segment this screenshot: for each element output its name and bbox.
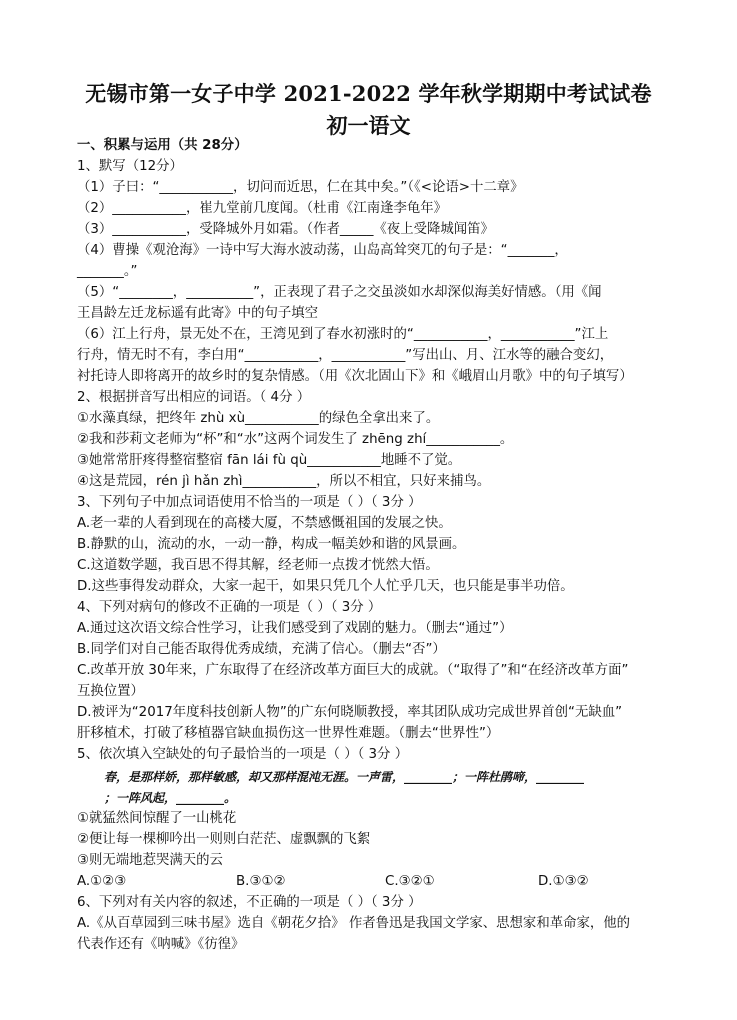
q5-passage-cont: ；一阵风起，________。: [104, 791, 237, 805]
q5-sentence-3: ③则无端地惹哭满天的云: [77, 853, 223, 868]
q4-option-c: C.改革开放 30年来，广东取得了在经济改革方面巨大的成就。（“取得了”和“在经济改革方面”: [77, 663, 629, 678]
q2-item-2: ②我和莎莉文老师为“杯”和“水”这两个词发生了 zhēng zhí___________。: [77, 432, 514, 447]
q5-option-c: C.③②①: [385, 874, 435, 889]
question-5-heading: 5、依次填入空缺处的句子最恰当的一项是（ ）（ 3分 ）: [77, 747, 409, 762]
q2-item-3: ③她常常肝疼得整宿整宿 fān lái fù qù___________地睡不了觉。: [77, 453, 462, 468]
q4-option-c-cont: 互换位置）: [77, 684, 144, 699]
q4-option-a: A.通过这次语文综合性学习，让我们感受到了戏剧的魅力。（删去“通过”）: [77, 621, 513, 636]
section-heading: 一、积累与运用（共 28分）: [77, 138, 248, 153]
q3-option-a: A.老一辈的人看到现在的高楼大厦，不禁感慨祖国的发展之快。: [77, 516, 452, 531]
q5-option-d: D.①③②: [538, 874, 589, 889]
question-3-heading: 3、下列句子中加点词语使用不恰当的一项是（ ）（ 3分 ）: [77, 495, 422, 510]
q1-item-5: （5）“________，__________”，正表现了君子之交虽淡如水却深似海美好情感。（用《闻: [77, 285, 602, 300]
q5-passage: 春，是那样娇，那样敏感，却又那样混沌无涯。一声雷，________；一阵杜鹃啼，________: [104, 770, 585, 784]
q2-item-4: ④这是荒园，rén jì hǎn zhì___________，所以不相宜，只好来捕鸟。: [77, 474, 491, 489]
q1-item-5-cont: 王昌龄左迁龙标遥有此寄》中的句子填空: [77, 306, 319, 321]
exam-subtitle: 初一语文: [326, 113, 411, 138]
q2-item-1: ①水藻真绿，把终年 zhù xù___________的绿色全拿出来了。: [77, 411, 440, 426]
question-6-heading: 6、下列对有关内容的叙述，不正确的一项是（ ）（ 3分 ）: [77, 895, 422, 910]
q3-option-c: C.这道数学题，我百思不得其解，经老师一点拨才恍然大悟。: [77, 558, 439, 573]
q4-option-b: B.同学们对自己能否取得优秀成绩，充满了信心。（删去“否”）: [77, 642, 446, 657]
q5-sentence-2: ②便让每一棵柳吟出一则则白茫茫、虚飘飘的飞絮: [77, 832, 371, 847]
q5-option-b: B.③①②: [236, 874, 286, 889]
q1-item-6-cont: 行舟，情无时不有，李白用“___________，___________”写出山、月、江水等的融合变幻，: [77, 348, 614, 363]
q3-option-b: B.静默的山，流动的水，一动一静，构成一幅美妙和谐的风景画。: [77, 537, 466, 552]
q3-option-d: D.这些事得发动群众，大家一起干，如果只凭几个人忙乎几天，也只能是事半功倍。: [77, 579, 574, 594]
question-2-heading: 2、根据拼音写出相应的词语。（ 4分 ）: [77, 390, 311, 405]
q5-option-a: A.①②③: [77, 874, 127, 889]
q1-item-6-cont2: 衬托诗人即将离开的故乡时的复杂情感。（用《次北固山下》和《峨眉山月歌》中的句子填写）: [77, 369, 633, 384]
q4-option-d-cont: 肝移植术，打破了移植器官缺血损伤这一世界性难题。（删去“世界性”）: [77, 726, 500, 741]
q5-sentence-1: ①就猛然间惊醒了一山桃花: [77, 811, 237, 826]
question-4-heading: 4、下列对病句的修改不正确的一项是（ ）（ 3分 ）: [77, 600, 382, 615]
q1-item-1: （1）子曰：“___________，切问而近思，仁在其中矣。”（《<论语>十二章》: [77, 180, 524, 195]
q1-item-4-cont: _______。”: [77, 264, 138, 279]
q6-option-a: A.《从百草园到三味书屋》选自《朝花夕拾》 作者鲁迅是我国文学家、思想家和革命家，他的: [77, 916, 631, 931]
q6-option-a-cont: 代表作还有《呐喊》《彷徨》: [77, 937, 245, 952]
question-1-heading: 1、默写（12分）: [77, 159, 183, 174]
q4-option-d: D.被评为“2017年度科技创新人物”的广东何晓顺教授，率其团队成功完成世界首创“无缺血”: [77, 705, 623, 720]
exam-title: 无锡市第一女子中学 2021-2022 学年秋学期期中考试试卷: [85, 81, 652, 106]
q1-item-3: （3）___________，受降城外月如霜。（作者_____《夜上受降城闻笛》: [77, 222, 494, 237]
q1-item-2: （2）___________，崔九堂前几度闻。（杜甫《江南逢李龟年》: [77, 201, 448, 216]
q1-item-6: （6）江上行舟，景无处不在，王湾见到了春水初涨时的“___________，___________”江上: [77, 327, 609, 342]
q1-item-4: （4）曹操《观沧海》一诗中写大海水波动荡，山岛高耸突兀的句子是：“_______，: [77, 243, 568, 258]
